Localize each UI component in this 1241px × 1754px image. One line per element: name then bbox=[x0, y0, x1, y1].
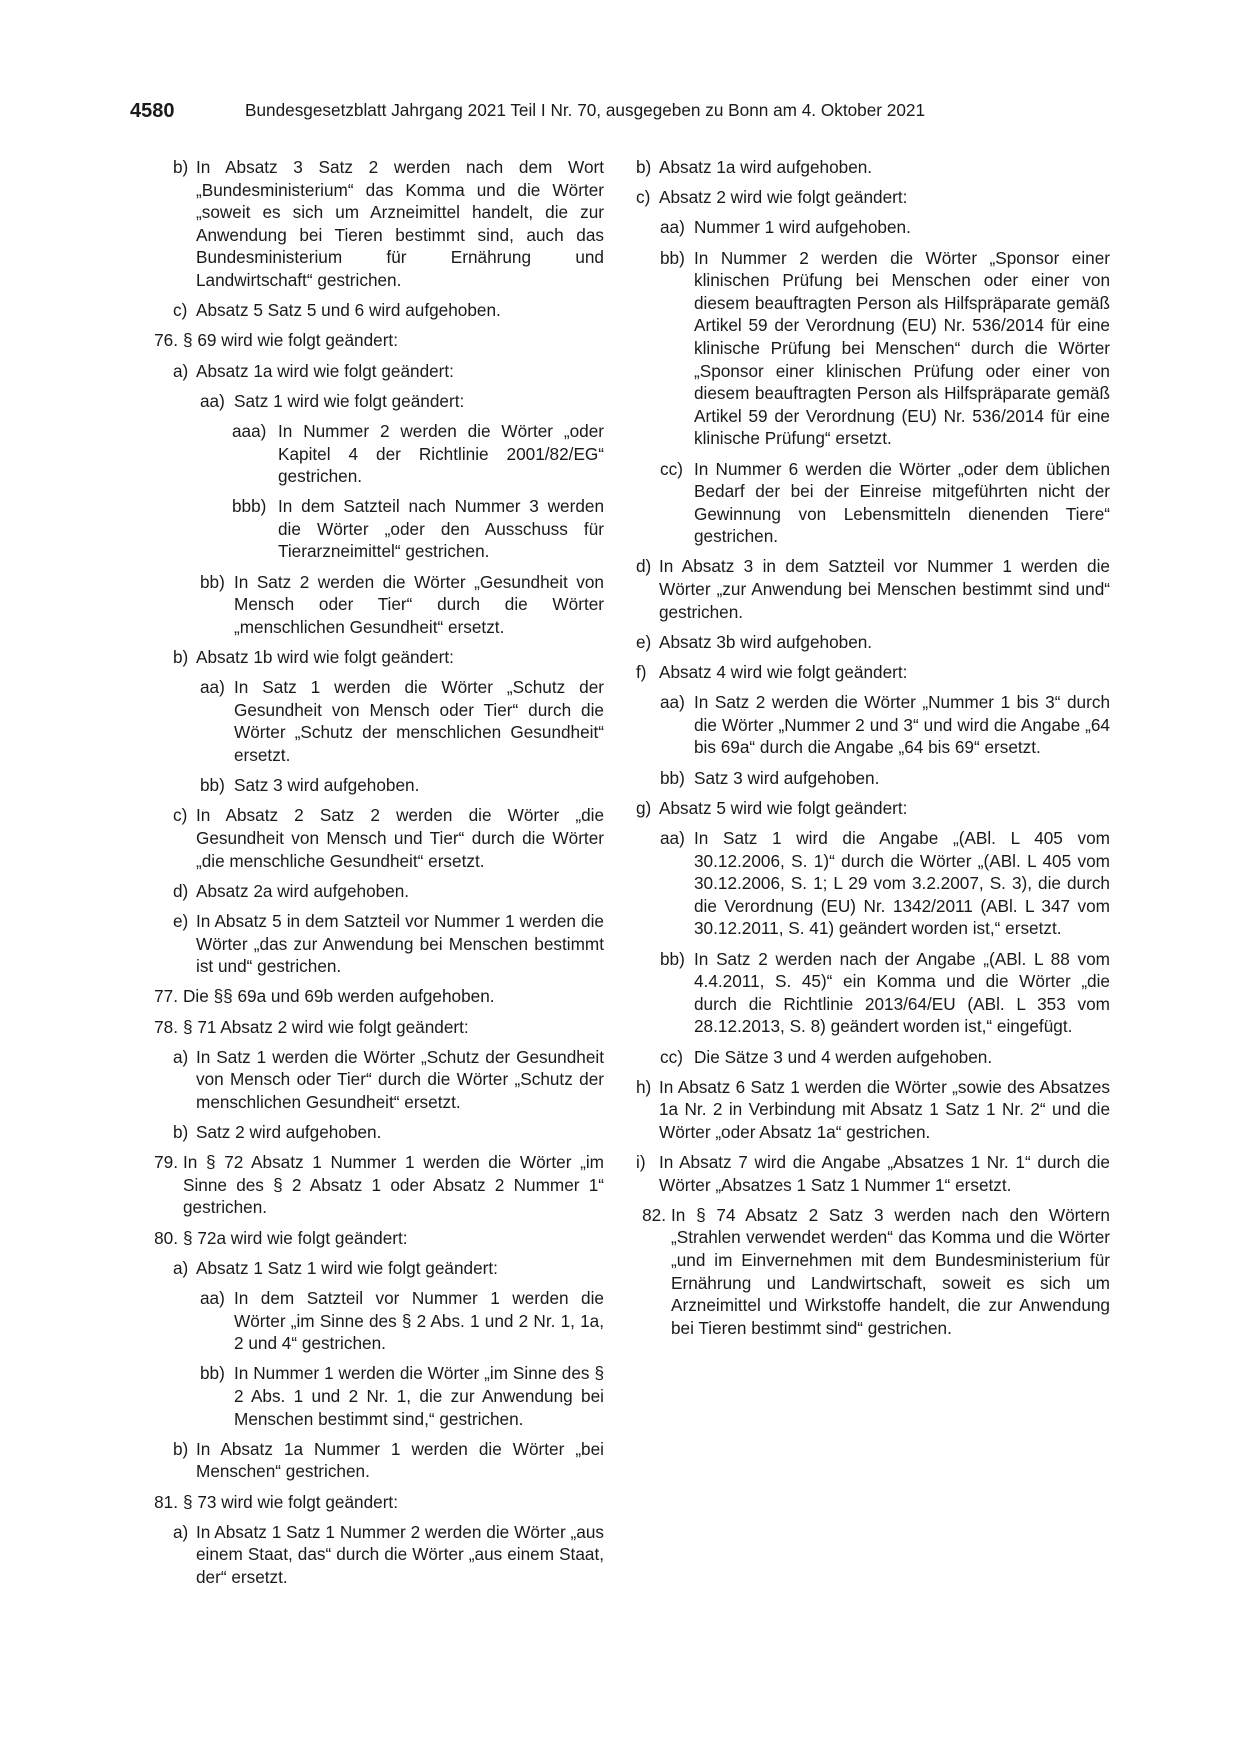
item-label: bb) bbox=[200, 571, 225, 592]
item-label: 76. bbox=[154, 330, 178, 351]
list-item bbox=[130, 1046, 604, 1114]
list-item bbox=[636, 216, 1110, 239]
item-label: i) bbox=[636, 1152, 646, 1173]
item-text: Absatz 1a wird aufgehoben. bbox=[659, 157, 873, 177]
item-text: Absatz 4 wird wie folgt geändert: bbox=[659, 662, 908, 683]
item-text: In Satz 1 werden die Wörter „Schutz der Gesundheit von Mensch oder Tier“ durch die Wörter „Schutz der menschlichen Gesundheit“ ersetzt. bbox=[234, 677, 604, 765]
item-label: aa) bbox=[660, 827, 685, 848]
item-label: bb) bbox=[660, 247, 685, 268]
item-text: Die §§ 69a und 69b werden aufgehoben. bbox=[183, 986, 495, 1007]
item-label: 82. bbox=[642, 1204, 666, 1225]
item-label: 78. bbox=[154, 1016, 178, 1037]
running-head: Bundesgesetzblatt Jahrgang 2021 Teil I Nr. 70, ausgegeben zu Bonn am 4. Oktober 2021 bbox=[245, 100, 926, 120]
item-text: § 71 Absatz 2 wird wie folgt geändert: bbox=[183, 1016, 469, 1037]
item-label: aaa) bbox=[232, 420, 267, 441]
list-item bbox=[130, 1121, 604, 1144]
item-text: § 73 wird wie folgt geändert: bbox=[183, 1491, 398, 1512]
list-item bbox=[130, 1227, 604, 1250]
list-item bbox=[130, 880, 604, 903]
item-label: c) bbox=[173, 805, 188, 826]
item-text: In Absatz 5 in dem Satzteil vor Nummer 1 werden die Wörter „das zur Anwendung bei Menschen bestimmt ist und“ gestrichen. bbox=[196, 910, 604, 977]
item-text: Satz 1 wird wie folgt geändert: bbox=[234, 390, 465, 411]
list-item bbox=[130, 985, 604, 1008]
item-text: In Absatz 3 Satz 2 werden nach dem Wort „Bundesministerium“ das Komma und die Wörter „soweit es sich um Arzneimittel handelt, die zur Anwendung bei Tieren bestimmt sind, auch das Bundesministerium für Ernährung und Landwirtschaft“ gestrichen. bbox=[196, 157, 604, 290]
list-item bbox=[130, 360, 604, 383]
item-text: In Nummer 6 werden die Wörter „oder dem üblichen Bedarf der bei der Einreise mitgeführten nicht der Gewinnung von Lebensmitteln dienenden Tiere“ gestrichen. bbox=[694, 458, 1110, 547]
item-label: aa) bbox=[660, 692, 685, 713]
item-label: b) bbox=[636, 157, 652, 177]
list-item bbox=[130, 646, 604, 669]
item-text: In Absatz 1 Satz 1 Nummer 2 werden die Wörter „aus einem Staat, das“ durch die Wörter „aus einem Staat, der“ ersetzt. bbox=[196, 1521, 604, 1587]
item-label: a) bbox=[173, 1521, 189, 1542]
list-item bbox=[636, 797, 1110, 820]
item-text: In § 74 Absatz 2 Satz 3 werden nach den Wörtern „Strahlen verwendet werden“ das Komma und die Wörter „und im Einvernehmen mit dem Bundesministerium für Ernährung und Landwirtschaft, soweit es sich um Arzneimittel und Wirkstoffe handelt, die zur Anwendung bei Tieren bestimmt sind“ gestrichen. bbox=[671, 1204, 1110, 1338]
item-label: e) bbox=[636, 631, 652, 652]
list-item bbox=[130, 1257, 604, 1280]
list-item bbox=[636, 1151, 1110, 1196]
item-text: Absatz 1 Satz 1 wird wie folgt geändert: bbox=[196, 1257, 498, 1278]
list-item bbox=[636, 661, 1110, 684]
item-label: d) bbox=[636, 556, 652, 577]
item-label: d) bbox=[173, 880, 189, 901]
page-number: 4580 bbox=[130, 100, 175, 122]
item-label: 79. bbox=[154, 1152, 178, 1173]
item-text: Satz 3 wird aufgehoben. bbox=[234, 775, 420, 796]
list-item bbox=[130, 1521, 604, 1589]
item-label: aa) bbox=[660, 217, 685, 238]
list-item bbox=[130, 676, 604, 766]
item-text: Satz 2 wird aufgehoben. bbox=[196, 1122, 382, 1143]
list-item bbox=[636, 631, 1110, 654]
item-label: bbb) bbox=[232, 496, 267, 517]
left-column bbox=[130, 156, 604, 1596]
item-text: Absatz 2 wird wie folgt geändert: bbox=[659, 187, 908, 208]
list-item bbox=[130, 1438, 604, 1483]
item-label: b) bbox=[173, 1122, 189, 1143]
item-text: In dem Satzteil nach Nummer 3 werden die Wörter „oder den Ausschuss für Tierarzneimittel“ gestrichen. bbox=[278, 496, 604, 562]
item-text: Satz 3 wird aufgehoben. bbox=[694, 767, 880, 788]
item-label: aa) bbox=[200, 677, 225, 698]
item-label: b) bbox=[173, 1438, 189, 1459]
item-label: c) bbox=[173, 300, 188, 321]
list-item bbox=[636, 247, 1110, 450]
item-label: c) bbox=[636, 187, 651, 208]
item-text: Absatz 5 wird wie folgt geändert: bbox=[659, 797, 908, 818]
item-label: bb) bbox=[660, 948, 685, 969]
item-text: In Satz 1 wird die Angabe „(ABl. L 405 vom 30.12.2006, S. 1)“ durch die Wörter „(ABl. L 405 vom 30.12.2006, S. 1; L 29 vom 3.2.2007, S. 3), die durch die Verordnung (EU) Nr. 1342/2011 (ABl. L 347 vom 30.12.2011, S. 41) geändert worden ist,“ ersetzt. bbox=[694, 827, 1110, 939]
item-text: In Absatz 1a Nummer 1 werden die Wörter „bei Menschen“ gestrichen. bbox=[196, 1438, 604, 1482]
item-text: In Absatz 2 Satz 2 werden die Wörter „die Gesundheit von Mensch und Tier“ durch die Wörter „die menschliche Gesundheit“ ersetzt. bbox=[196, 805, 604, 871]
item-text: In Satz 2 werden die Wörter „Gesundheit von Mensch oder Tier“ durch die Wörter „menschlichen Gesundheit“ ersetzt. bbox=[234, 571, 604, 637]
item-label: f) bbox=[636, 662, 647, 683]
item-text: In Satz 2 werden nach der Angabe „(ABl. L 88 vom 4.4.2011, S. 45)“ ein Komma und die Wörter „die durch die Richtlinie 2013/64/EU (ABl. L 353 vom 28.12.2013, S. 8) geändert worden ist,“ eingefügt. bbox=[694, 948, 1110, 1037]
item-text: In dem Satzteil vor Nummer 1 werden die Wörter „im Sinne des § 2 Abs. 1 und 2 Nr. 1, 1a, 2 und 4“ gestrichen. bbox=[234, 1288, 604, 1354]
item-text: Absatz 3b wird aufgehoben. bbox=[659, 631, 873, 652]
list-item bbox=[130, 329, 604, 352]
item-label: 77. bbox=[154, 986, 178, 1007]
list-item bbox=[130, 1287, 604, 1355]
list-item bbox=[636, 827, 1110, 940]
item-label: 81. bbox=[154, 1491, 178, 1512]
list-item bbox=[130, 774, 604, 797]
item-label: aa) bbox=[200, 390, 225, 411]
item-text: In Satz 2 werden die Wörter „Nummer 1 bis 3“ durch die Wörter „Nummer 2 und 3“ und wird die Angabe „64 bis 69a“ durch die Angabe „64 bis 69“ ersetzt. bbox=[694, 692, 1110, 758]
right-column bbox=[636, 156, 1110, 1347]
item-label: bb) bbox=[200, 1363, 225, 1384]
item-label: b) bbox=[173, 157, 189, 177]
list-item bbox=[130, 804, 604, 872]
item-label: g) bbox=[636, 797, 652, 818]
list-item bbox=[130, 420, 604, 488]
list-item bbox=[636, 186, 1110, 209]
item-label: a) bbox=[173, 360, 189, 381]
list-item bbox=[130, 571, 604, 639]
list-item bbox=[636, 458, 1110, 548]
item-text: In Satz 1 werden die Wörter „Schutz der Gesundheit von Mensch oder Tier“ durch die Wörter „Schutz der menschlichen Gesundheit“ ersetzt. bbox=[196, 1046, 604, 1112]
item-text: In Nummer 1 werden die Wörter „im Sinne des § 2 Abs. 1 und 2 Nr. 1, die zur Anwendung bei Menschen bestimmt sind,“ gestrichen. bbox=[234, 1363, 604, 1429]
list-item bbox=[130, 299, 604, 322]
list-item bbox=[130, 390, 604, 413]
item-label: h) bbox=[636, 1076, 652, 1097]
list-item bbox=[636, 948, 1110, 1038]
item-label: bb) bbox=[200, 775, 225, 796]
item-text: Absatz 5 Satz 5 und 6 wird aufgehoben. bbox=[196, 300, 501, 321]
list-item bbox=[618, 1204, 1110, 1340]
item-text: Absatz 1b wird wie folgt geändert: bbox=[196, 647, 454, 668]
list-item bbox=[636, 691, 1110, 759]
item-text: § 69 wird wie folgt geändert: bbox=[183, 330, 398, 351]
item-text: Absatz 1a wird wie folgt geändert: bbox=[196, 360, 454, 381]
list-item bbox=[130, 1016, 604, 1039]
item-label: a) bbox=[173, 1257, 189, 1278]
list-item bbox=[130, 910, 604, 978]
list-item bbox=[130, 1362, 604, 1430]
item-label: e) bbox=[173, 910, 189, 931]
list-item bbox=[130, 495, 604, 563]
list-item bbox=[130, 1491, 604, 1514]
list-item bbox=[130, 1151, 604, 1219]
page-header bbox=[130, 100, 1110, 124]
item-label: a) bbox=[173, 1046, 189, 1067]
list-item bbox=[636, 555, 1110, 623]
item-text: Die Sätze 3 und 4 werden aufgehoben. bbox=[694, 1046, 993, 1067]
item-text: In Absatz 3 in dem Satzteil vor Nummer 1 werden die Wörter „zur Anwendung bei Menschen bestimmt sind und“ gestrichen. bbox=[659, 556, 1110, 622]
item-label: cc) bbox=[660, 458, 683, 479]
list-item bbox=[636, 767, 1110, 790]
item-text: In Nummer 2 werden die Wörter „Sponsor einer klinischen Prüfung bei Menschen oder einer von diesem beauftragten Person als Hilfspräparate gemäß Artikel 59 der Verordnung (EU) Nr. 536/2014 für eine klinische Prüfung bei Menschen“ durch die Wörter „Sponsor einer klinischen Prüfung oder einer von diesem beauftragten Person als Hilfspräparate gemäß Artikel 59 der Verordnung (EU) Nr. 536/2014 für eine klinische Prüfung“ ersetzt. bbox=[694, 247, 1110, 449]
item-text: In Nummer 2 werden die Wörter „oder Kapitel 4 der Richtlinie 2001/82/EG“ gestrichen. bbox=[278, 420, 604, 487]
item-text: In Absatz 6 Satz 1 werden die Wörter „sowie des Absatzes 1a Nr. 2 in Verbindung mit Absatz 1 Satz 1 Nr. 2“ und die Wörter „oder Absatz 1a“ gestrichen. bbox=[659, 1076, 1110, 1142]
item-text: § 72a wird wie folgt geändert: bbox=[183, 1227, 408, 1248]
item-text: In Absatz 7 wird die Angabe „Absatzes 1 Nr. 1“ durch die Wörter „Absatzes 1 Satz 1 Nummer 1“ ersetzt. bbox=[659, 1152, 1110, 1195]
list-item bbox=[130, 156, 604, 292]
item-label: bb) bbox=[660, 767, 685, 788]
list-item bbox=[636, 1076, 1110, 1144]
list-item bbox=[636, 1046, 1110, 1069]
list-item bbox=[636, 156, 1110, 179]
item-text: Nummer 1 wird aufgehoben. bbox=[694, 217, 911, 238]
item-label: b) bbox=[173, 647, 189, 668]
item-text: In § 72 Absatz 1 Nummer 1 werden die Wörter „im Sinne des § 2 Absatz 1 oder Absatz 2 Nummer 1“ gestrichen. bbox=[183, 1152, 604, 1218]
item-text: Absatz 2a wird aufgehoben. bbox=[196, 880, 410, 901]
item-label: 80. bbox=[154, 1227, 178, 1248]
item-label: cc) bbox=[660, 1046, 683, 1067]
item-label: aa) bbox=[200, 1288, 225, 1308]
